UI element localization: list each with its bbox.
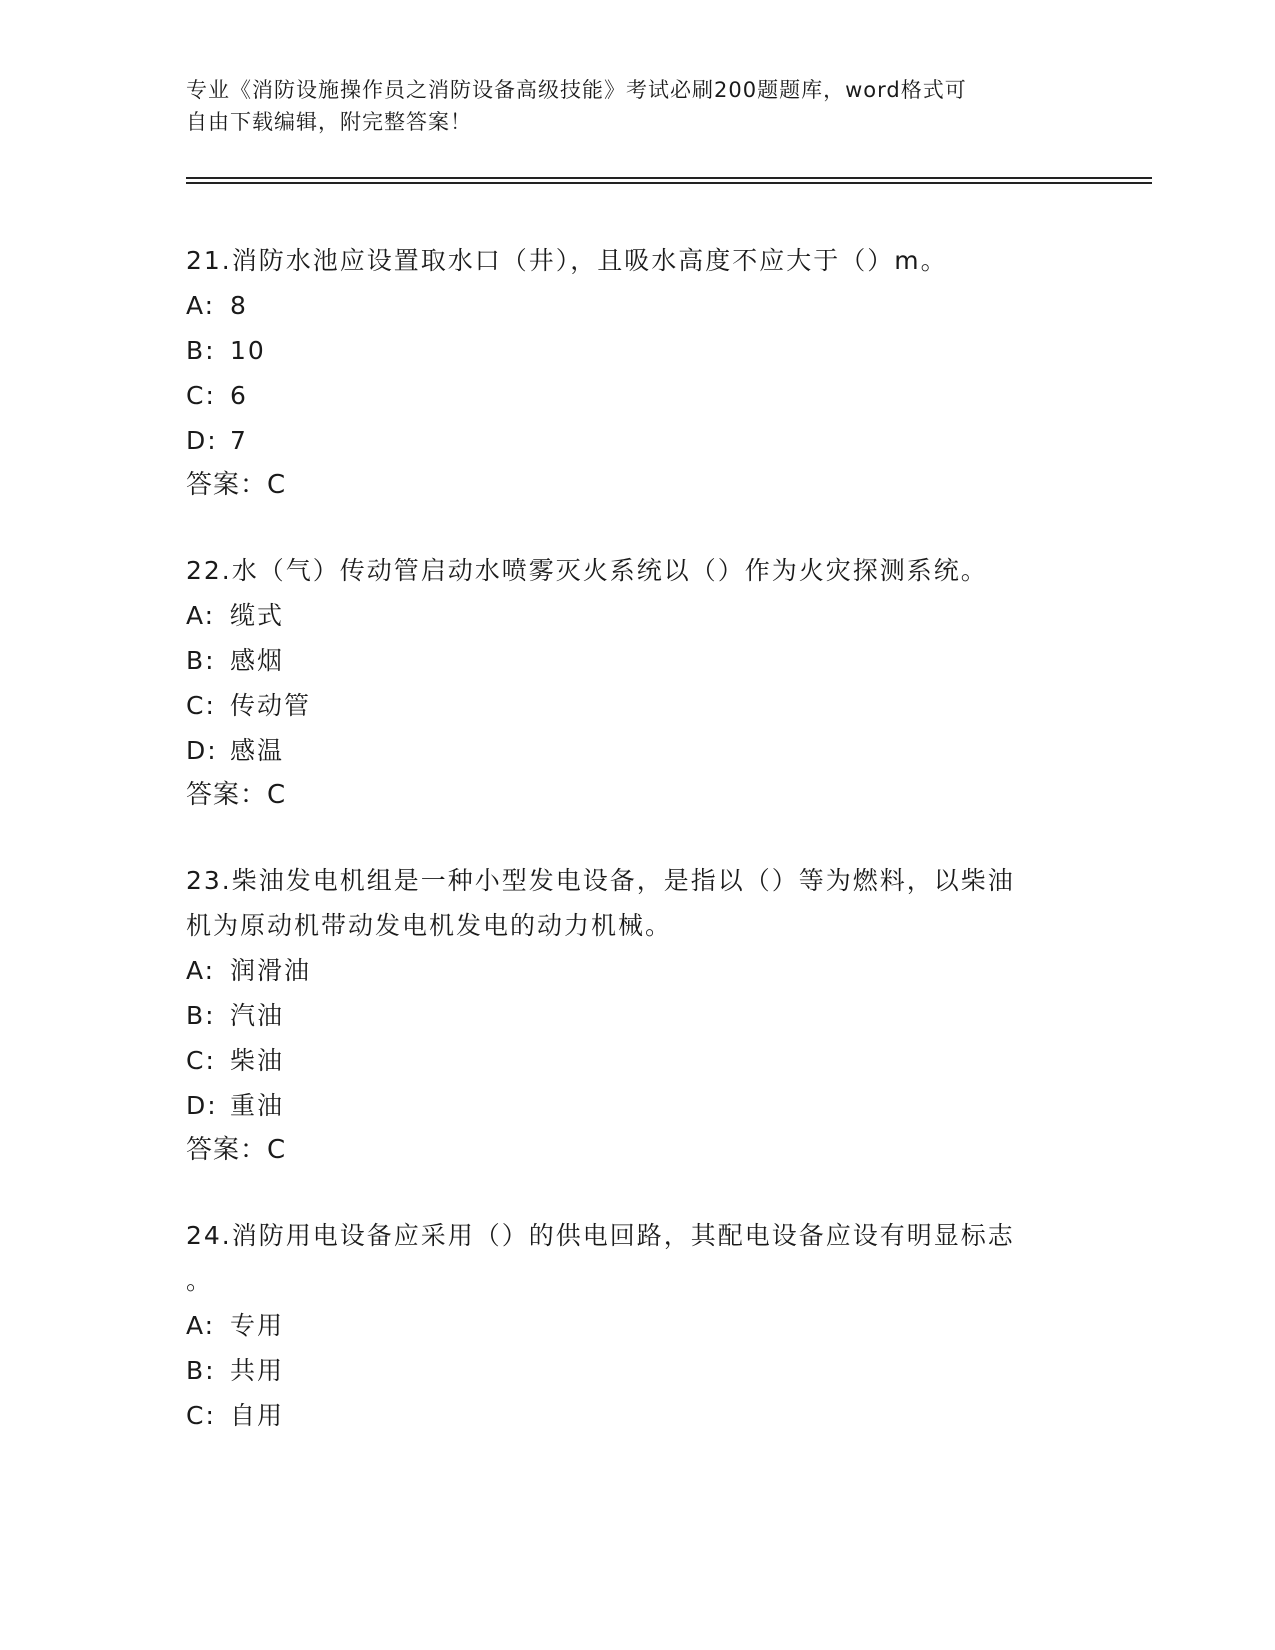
option-c [186, 1038, 1086, 1083]
question-stem [186, 548, 1086, 593]
option-c [186, 1393, 1086, 1438]
stem-line: 21.消防水池应设置取水口（井），且吸水高度不应大于（）m。 [186, 246, 948, 275]
option-d [186, 728, 1086, 773]
option-key: B: [186, 336, 216, 365]
option-b [186, 638, 1086, 683]
option-text: 自用 [230, 1401, 285, 1430]
option-text: 8 [230, 291, 248, 320]
option-b [186, 328, 1086, 373]
option-key: C: [186, 1046, 216, 1075]
option-key: C: [186, 691, 216, 720]
question-23 [186, 858, 1086, 1173]
option-text: 传动管 [230, 691, 312, 720]
option-text: 10 [230, 336, 266, 365]
header-line-2: 自由下载编辑，附完整答案！ [186, 110, 472, 134]
question-stem [186, 1213, 1086, 1303]
option-a [186, 948, 1086, 993]
option-text: 共用 [230, 1356, 285, 1385]
header-divider-bottom [186, 182, 1152, 184]
option-key: B: [186, 1356, 216, 1385]
option-text: 7 [230, 426, 248, 455]
option-key: D: [186, 426, 218, 455]
question-stem [186, 858, 1086, 948]
option-text: 润滑油 [230, 956, 312, 985]
option-d [186, 418, 1086, 463]
answer-line: 答案：C [186, 470, 287, 500]
option-text: 汽油 [230, 1001, 285, 1030]
option-text: 缆式 [230, 601, 285, 630]
header-divider-top [186, 177, 1152, 179]
document-header [186, 74, 1066, 138]
option-b [186, 993, 1086, 1038]
stem-line: 22.水（气）传动管启动水喷雾灭火系统以（）作为火灾探测系统。 [186, 556, 988, 585]
option-key: A: [186, 291, 216, 320]
answer-line: 答案：C [186, 780, 287, 810]
option-b [186, 1348, 1086, 1393]
option-a [186, 593, 1086, 638]
stem-line: 23.柴油发电机组是一种小型发电设备，是指以（）等为燃料，以柴油 [186, 866, 1015, 895]
option-c [186, 373, 1086, 418]
option-key: A: [186, 1311, 216, 1340]
question-stem [186, 238, 1086, 283]
option-key: C: [186, 381, 216, 410]
option-a [186, 283, 1086, 328]
question-21 [186, 238, 1086, 508]
option-text: 6 [230, 381, 248, 410]
stem-line: 24.消防用电设备应采用（）的供电回路，其配电设备应设有明显标志 [186, 1221, 1015, 1250]
stem-line: 。 [186, 1266, 214, 1295]
question-22 [186, 548, 1086, 818]
option-text: 柴油 [230, 1046, 285, 1075]
stem-line: 机为原动机带动发电机发电的动力机械。 [186, 911, 673, 940]
question-24 [186, 1213, 1086, 1438]
option-key: C: [186, 1401, 216, 1430]
option-a [186, 1303, 1086, 1348]
option-key: A: [186, 956, 216, 985]
option-key: A: [186, 601, 216, 630]
option-c [186, 683, 1086, 728]
option-key: D: [186, 736, 218, 765]
header-line-1: 专业《消防设施操作员之消防设备高级技能》考试必刷200题题库，word格式可 [186, 78, 967, 102]
option-text: 专用 [230, 1311, 285, 1340]
option-key: B: [186, 646, 216, 675]
answer-line: 答案：C [186, 1135, 287, 1165]
option-key: B: [186, 1001, 216, 1030]
option-key: D: [186, 1091, 218, 1120]
option-text: 感温 [230, 736, 285, 765]
question-list [186, 238, 1086, 1478]
option-text: 感烟 [230, 646, 285, 675]
option-text: 重油 [230, 1091, 285, 1120]
option-d [186, 1083, 1086, 1128]
